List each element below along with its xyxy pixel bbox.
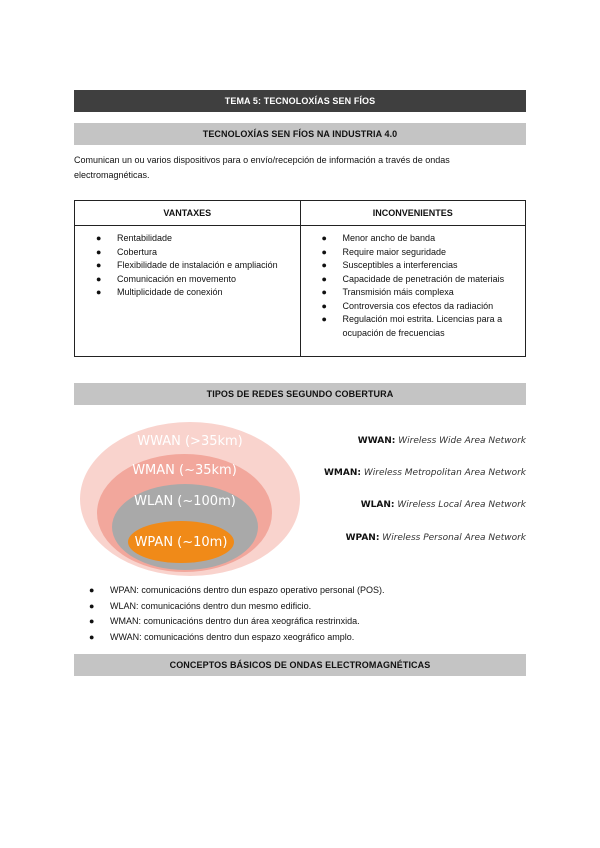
wpan-ellipse [128, 521, 234, 563]
section-heading: TECNOLOXÍAS SEN FÍOS NA INDUSTRIA 4.0 [202, 129, 398, 139]
wlan-label: WLAN (~100m) [134, 494, 236, 509]
section-heading: CONCEPTOS BÁSICOS DE ONDAS ELECTROMAGNÉTICAS [169, 660, 431, 670]
network-definition: WPAN: Wireless Personal Area Network [345, 533, 526, 543]
bullet-icon: ● [89, 631, 95, 642]
bullet-icon: ● [321, 273, 327, 284]
list-item: ● Capacidade de penetración de materiais [301, 273, 526, 287]
list-item: ● Transmisión máis complexa [301, 286, 526, 300]
bullet-icon: ● [321, 314, 327, 324]
bullet-icon: ● [89, 600, 95, 611]
network-types-list [74, 583, 384, 645]
bullet-icon: ● [321, 246, 327, 257]
document-title-bar [74, 90, 526, 112]
list-item: ● Cobertura [75, 246, 300, 260]
list-item: ● Susceptibles a interferencias [301, 259, 526, 273]
advantages-cell [75, 226, 301, 357]
bullet-icon: ● [89, 616, 95, 626]
list-item: ● Require maior seguridade [301, 246, 526, 260]
list-item: ● Rentabilidade [75, 232, 300, 246]
list-item: ● Comunicación en movemento [75, 273, 300, 287]
bullet-icon: ● [96, 246, 102, 257]
list-item: ● WMAN: comunicacións dentro dun área xeográfica restrinxida. [74, 614, 384, 630]
list-item: ● Controversia cos efectos da radiación [301, 300, 526, 314]
bullet-icon: ● [96, 273, 102, 284]
advantages-table [74, 200, 526, 357]
advantages-header: VANTAXES [75, 201, 301, 226]
list-item: ● Regulación moi estrita. Licencias para a ocupación de frecuencias [321, 314, 503, 338]
list-item: ● Flexibilidade de instalación e ampliación [75, 259, 300, 273]
disadvantages-cell [300, 226, 526, 357]
bullet-icon: ● [321, 287, 327, 297]
bullet-icon: ● [96, 260, 102, 270]
section-heading-bar [74, 654, 526, 676]
document-title: TEMA 5: TECNOLOXÍAS SEN FÍOS [224, 96, 376, 106]
network-definition: WMAN: Wireless Metropolitan Area Network [324, 468, 526, 478]
list-item: ● WPAN: comunicacións dentro dun espazo operativo personal (POS). [74, 583, 384, 599]
wpan-label: WPAN (~10m) [134, 534, 228, 550]
bullet-icon: ● [321, 233, 327, 243]
bullet-icon: ● [321, 300, 327, 311]
list-item: ● WWAN: comunicacións dentro dun espazo xeográfico amplo. [74, 630, 384, 646]
list-item: ● Multiplicidade de conexión [75, 286, 300, 300]
bullet-icon: ● [96, 233, 102, 243]
section-heading-bar [74, 383, 526, 405]
section-heading-bar [74, 123, 526, 145]
disadvantages-header: INCONVENIENTES [300, 201, 526, 226]
list-item: ● Menor ancho de banda [301, 232, 526, 246]
section-heading: TIPOS DE REDES SEGUNDO COBERTURA [206, 389, 394, 399]
network-definition: WWAN: Wireless Wide Area Network [357, 436, 526, 446]
wman-label: WMAN (~35km) [132, 463, 237, 478]
network-definition: WLAN: Wireless Local Area Network [360, 500, 526, 510]
bullet-icon: ● [321, 260, 327, 270]
bullet-icon: ● [96, 287, 102, 297]
list-item: ● WLAN: comunicacións dentro dun mesmo edificio. [74, 599, 384, 615]
bullet-icon: ● [89, 585, 95, 595]
wwan-label: WWAN (>35km) [137, 434, 243, 449]
intro-paragraph: Comunican un ou varios dispositivos para o envío/recepción de información a través de ondas electromagnéticas. [74, 155, 450, 180]
